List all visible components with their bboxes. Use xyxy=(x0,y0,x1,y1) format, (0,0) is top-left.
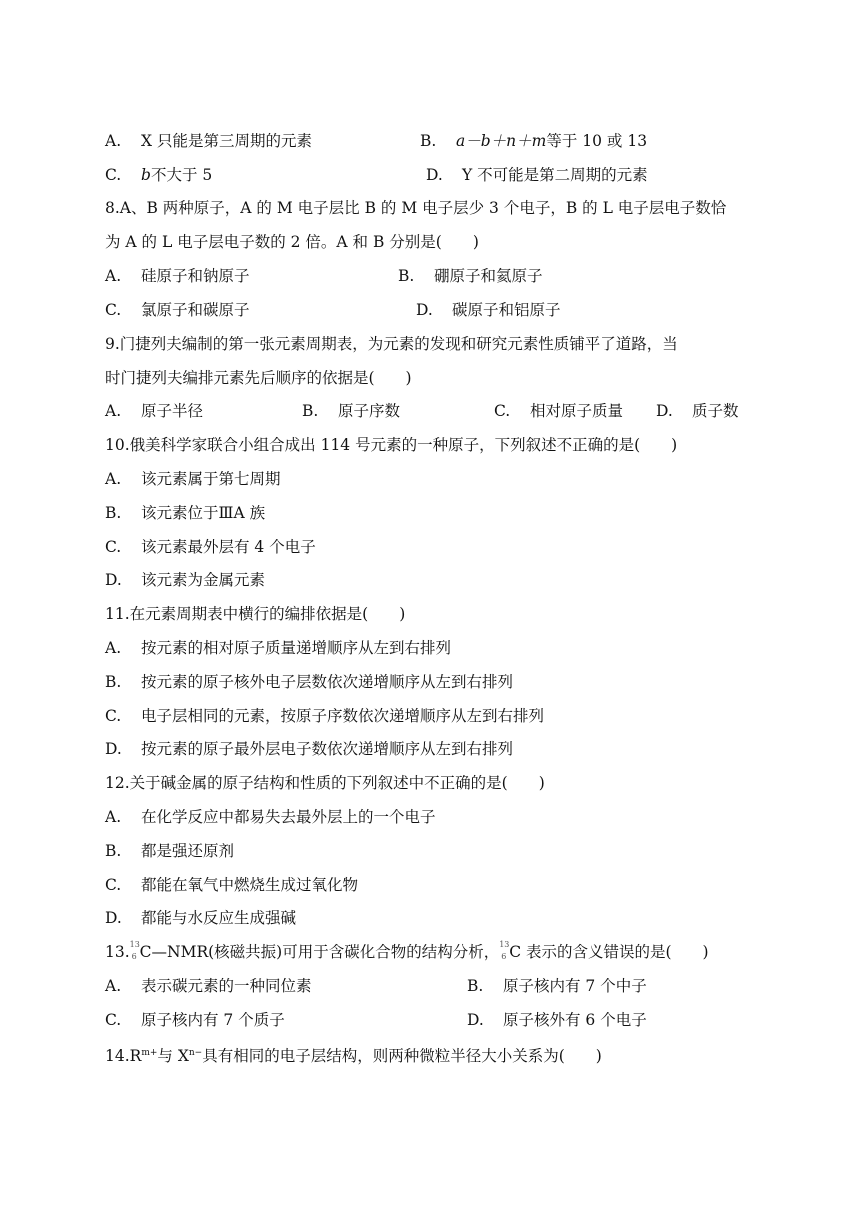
option-key: A. xyxy=(105,639,122,657)
option-text: 不大于 5 xyxy=(150,166,213,184)
option-text: Y 不可能是第二周期的元素 xyxy=(462,166,648,184)
option-key: D. xyxy=(105,740,122,758)
q9-stem-line2: 时门捷列夫编排元素先后顺序的依据是( ) xyxy=(105,369,412,387)
q10-option-d xyxy=(105,569,265,591)
stem-part2: C 表示的含义错误的是( ) xyxy=(509,943,709,961)
option-text: 原子序数 xyxy=(338,402,401,420)
q7-option-c xyxy=(105,164,212,186)
option-key: D. xyxy=(467,1011,484,1029)
option-formula: a－b＋n＋m xyxy=(456,132,547,150)
option-key: A. xyxy=(105,132,122,150)
q13-option-d xyxy=(467,1009,647,1031)
option-text: 都能与水反应生成强碱 xyxy=(141,909,297,927)
option-key: B. xyxy=(398,267,415,285)
option-text: 硼原子和氦原子 xyxy=(434,267,543,285)
q11-stem: 11.在元素周期表中横行的编排依据是( ) xyxy=(105,605,406,623)
option-text: 相对原子质量 xyxy=(530,402,624,420)
q11-option-b xyxy=(105,671,513,693)
option-key: A. xyxy=(105,470,122,488)
option-text: 质子数 xyxy=(692,402,739,420)
q12-option-b xyxy=(105,840,234,862)
q13-option-b xyxy=(467,975,647,997)
q11-option-a xyxy=(105,637,451,659)
question-number: 13. xyxy=(105,943,130,961)
option-key: B. xyxy=(105,673,122,691)
option-key: D. xyxy=(105,571,122,589)
option-key: D. xyxy=(105,909,122,927)
stem-mid: 与 X xyxy=(157,1047,189,1066)
option-text: 都能在氧气中燃烧生成过氧化物 xyxy=(141,876,359,894)
q12-stem: 12.关于碱金属的原子结构和性质的下列叙述中不正确的是( ) xyxy=(105,774,545,792)
stem-rest: 具有相同的电子层结构，则两种微粒半径大小关系为( ) xyxy=(202,1047,602,1066)
option-text: 该元素最外层有 4 个电子 xyxy=(141,538,316,556)
isotope-notation: 13 6 xyxy=(499,940,510,961)
q13-option-c xyxy=(105,1009,285,1031)
q8-option-d xyxy=(416,299,561,321)
q7-option-d xyxy=(426,164,648,186)
q11-option-c xyxy=(105,705,544,727)
option-key: B. xyxy=(105,842,122,860)
option-key: C. xyxy=(105,538,122,556)
q7-option-a xyxy=(105,130,312,152)
option-key: A. xyxy=(105,267,122,285)
option-key: A. xyxy=(105,402,122,420)
q10-option-b xyxy=(105,502,265,524)
q12-option-c xyxy=(105,874,358,896)
option-key: C. xyxy=(494,402,511,420)
option-text: 按元素的原子最外层电子数依次递增顺序从左到右排列 xyxy=(141,740,514,758)
option-key: C. xyxy=(105,1011,122,1029)
option-text: 等于 10 或 13 xyxy=(546,132,648,150)
option-text: 原子核外有 6 个电子 xyxy=(503,1011,647,1029)
option-key: C. xyxy=(105,301,122,319)
option-key: B. xyxy=(420,132,437,150)
option-key: A. xyxy=(105,977,122,995)
q9-option-c xyxy=(494,400,623,422)
option-text: 按元素的相对原子质量递增顺序从左到右排列 xyxy=(141,639,452,657)
q10-option-c xyxy=(105,536,316,558)
option-text: 碳原子和铝原子 xyxy=(452,301,561,319)
q10-option-a xyxy=(105,468,281,490)
q7-option-b xyxy=(420,130,647,152)
option-key: B. xyxy=(302,402,319,420)
ion-r: R xyxy=(129,1047,142,1066)
q8-option-a xyxy=(105,265,250,287)
option-key: D. xyxy=(656,402,673,420)
option-text: 表示碳元素的一种同位素 xyxy=(141,977,312,995)
q8-stem-line2: 为 A 的 L 电子层电子数的 2 倍。A 和 B 分别是( ) xyxy=(105,233,479,251)
option-key: D. xyxy=(416,301,433,319)
option-text: 原子核内有 7 个中子 xyxy=(503,977,647,995)
option-text: 都是强还原剂 xyxy=(141,842,235,860)
option-key: C. xyxy=(105,707,122,725)
q9-option-b xyxy=(302,400,400,422)
q8-option-b xyxy=(398,265,543,287)
option-text: 按元素的原子核外电子层数依次递增顺序从左到右排列 xyxy=(141,673,514,691)
option-text: X 只能是第三周期的元素 xyxy=(141,132,312,150)
option-text: 在化学反应中都易失去最外层上的一个电子 xyxy=(141,808,436,826)
q8-stem-line1: 8.A、B 两种原子，A 的 M 电子层比 B 的 M 电子层少 3 个电子，B 的 L 电子层电子数恰 xyxy=(105,199,727,217)
option-text: 原子核内有 7 个质子 xyxy=(141,1011,285,1029)
option-text: 硅原子和钠原子 xyxy=(141,267,250,285)
q14-stem xyxy=(105,1042,602,1067)
q10-stem: 10.俄美科学家联合小组合成出 114 号元素的一种原子，下列叙述不正确的是( ) xyxy=(105,436,678,454)
q13-option-a xyxy=(105,975,312,997)
option-key: B. xyxy=(105,504,122,522)
option-key: C. xyxy=(105,876,122,894)
option-text: 该元素为金属元素 xyxy=(141,571,266,589)
ion-r-charge: m+ xyxy=(141,1048,158,1058)
q12-option-a xyxy=(105,806,436,828)
option-text: 该元素位于ⅢA 族 xyxy=(141,504,266,522)
option-var: b xyxy=(141,166,151,184)
option-key: C. xyxy=(105,166,122,184)
ion-x-charge: n− xyxy=(188,1048,203,1058)
isotope-notation: 13 6 xyxy=(129,940,140,961)
q9-stem-line1: 9.门捷列夫编制的第一张元素周期表，为元素的发现和研究元素性质铺平了道路，当 xyxy=(105,335,678,353)
question-number: 14. xyxy=(105,1047,130,1066)
option-text: 原子半径 xyxy=(141,402,204,420)
option-key: B. xyxy=(467,977,484,995)
q8-option-c xyxy=(105,299,250,321)
q11-option-d xyxy=(105,738,513,760)
option-text: 氯原子和碳原子 xyxy=(141,301,250,319)
option-key: D. xyxy=(426,166,443,184)
option-key: A. xyxy=(105,808,122,826)
q13-stem xyxy=(105,941,709,963)
q9-option-a xyxy=(105,400,203,422)
option-text: 电子层相同的元素，按原子序数依次递增顺序从左到右排列 xyxy=(141,707,545,725)
q9-option-d xyxy=(656,400,739,422)
q12-option-d xyxy=(105,907,296,929)
option-text: 该元素属于第七周期 xyxy=(141,470,281,488)
stem-part1: C—NMR(核磁共振)可用于含碳化合物的结构分析， xyxy=(139,943,500,961)
